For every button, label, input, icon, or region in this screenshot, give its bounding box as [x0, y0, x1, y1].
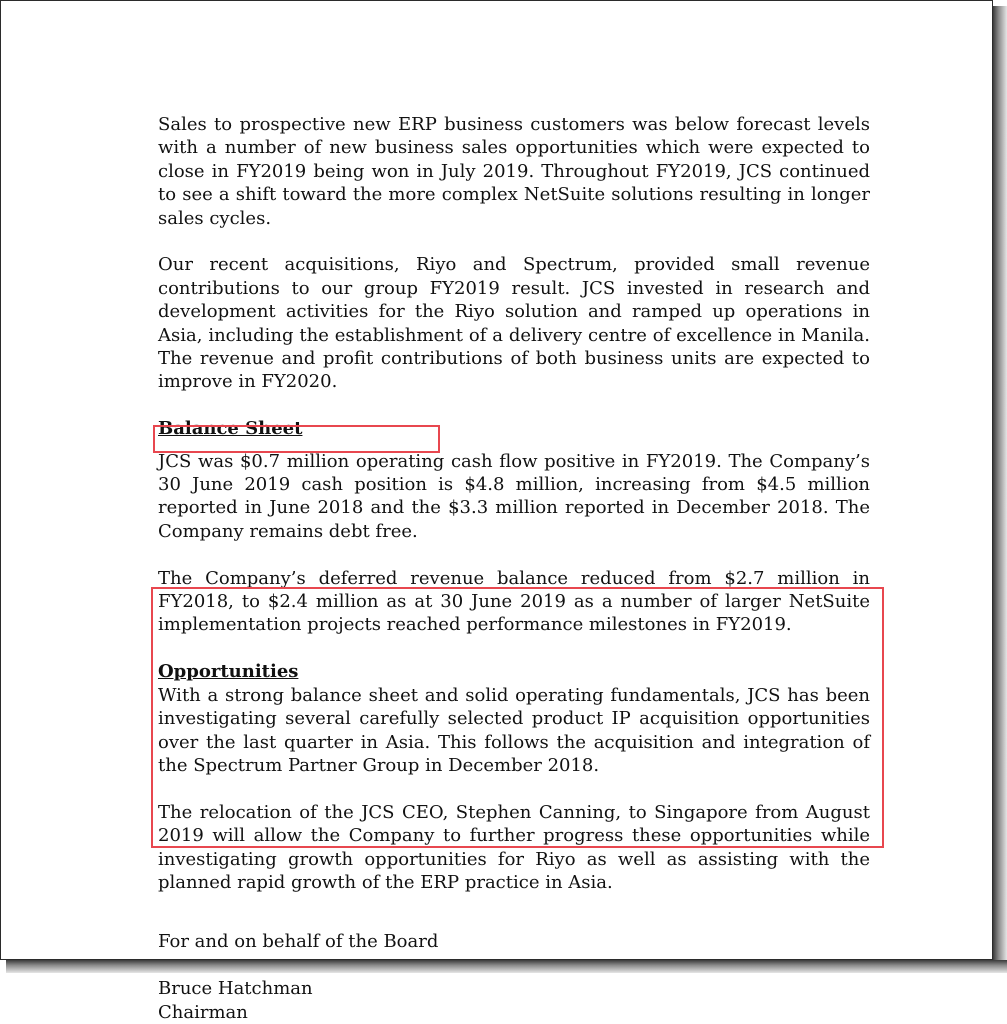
- signatory-title: Chairman: [158, 1001, 248, 1023]
- signatory-name: Bruce Hatchman: [158, 978, 313, 1000]
- opportunities-paragraph-acquisitions: With a strong balance sheet and solid operating fundamentals, JCS has been investigating several carefully selected product IP acquisition opportunities over the last quarter in Asia. This follows the acquisition and integration of the Spectrum Partner Group in December 2018.: [158, 684, 870, 776]
- closing-line: For and on behalf of the Board: [158, 931, 439, 953]
- document-body: [158, 113, 870, 1024]
- opportunities-heading: Opportunities: [158, 661, 299, 683]
- intro-paragraph-sales: Sales to prospective new ERP business customers was below forecast levels with a number of new business sales opportunities which were expected to close in FY2019 being won in July 2019. Throughout FY2019, JCS continued to see a shift toward the more complex NetSuite solutions resulting in longer sales cycles.: [158, 114, 870, 229]
- page-shadow-right: [993, 6, 1007, 973]
- balance-sheet-paragraph-deferred-revenue: The Company’s deferred revenue balance reduced from $2.7 million in FY2018, to $2.4 million as at 30 June 2019 as a number of larger NetSuite implementation projects reached performance milestones in FY2019.: [158, 567, 870, 636]
- intro-paragraph-acquisitions: Our recent acquisitions, Riyo and Spectrum, provided small revenue contributions to our group FY2019 result. JCS invested in research and development activities for the Riyo solution and ramped up operations in Asia, including the establishment of a delivery centre of excellence in Manila. The revenue and profit contributions of both business units are expected to improve in FY2020.: [158, 254, 870, 393]
- opportunities-paragraph-relocation: The relocation of the JCS CEO, Stephen Canning, to Singapore from August 2019 will allow the Company to further progress these opportunities while investigating growth opportunities for Riyo as well as assisting with the planned rapid growth of the ERP practice in Asia.: [158, 801, 870, 893]
- balance-sheet-heading: Balance Sheet: [158, 418, 303, 440]
- balance-sheet-paragraph-cash: JCS was $0.7 million operating cash flow positive in FY2019. The Company’s 30 June 2019 cash position is $4.8 million, increasing from $4.5 million reported in June 2018 and the $3.3 million reported in December 2018. The Company remains debt free.: [158, 450, 870, 542]
